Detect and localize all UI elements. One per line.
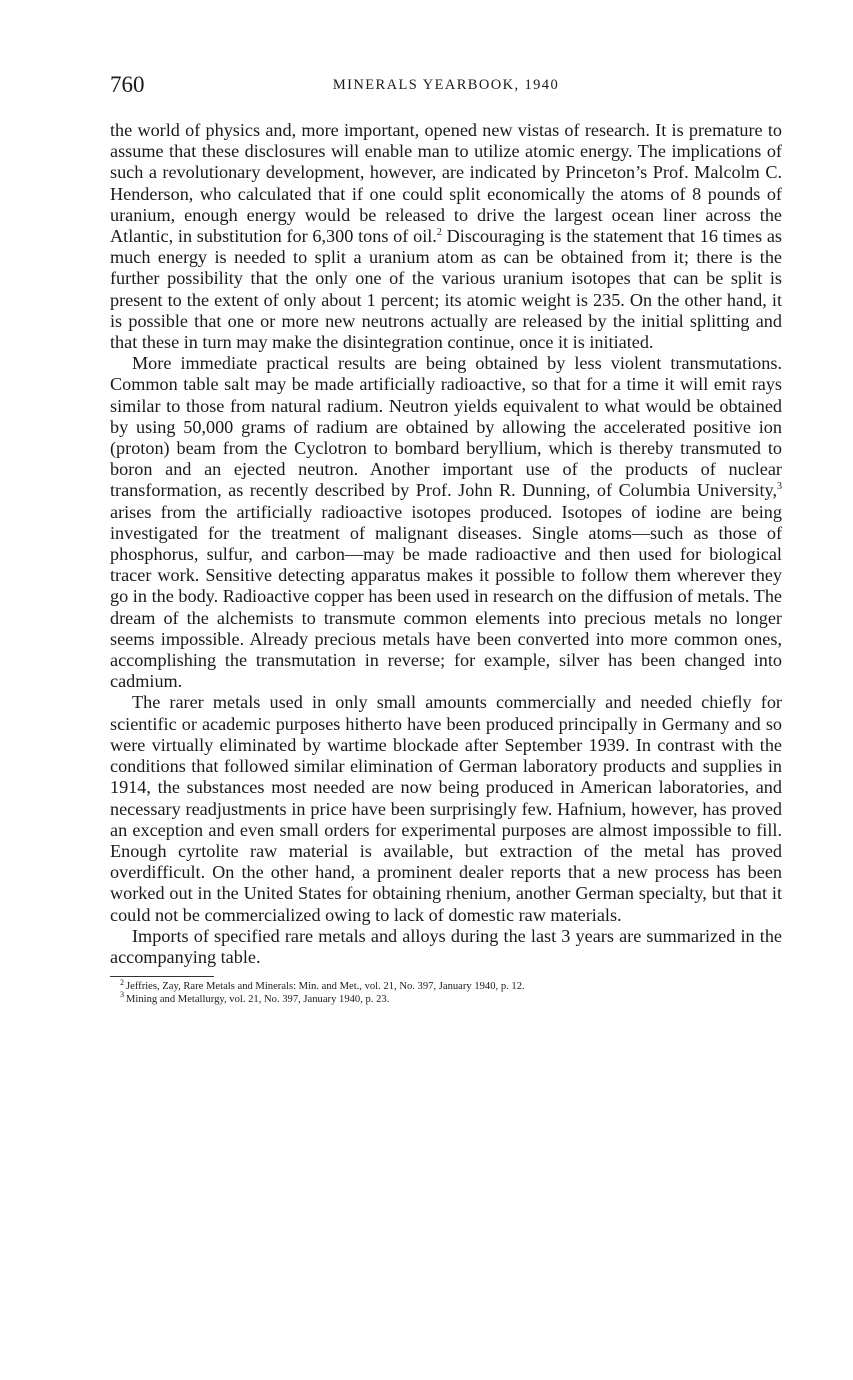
footnote-2: [120, 977, 782, 994]
paragraph-2-text-b: arises from the artificially radioactive isotopes produced. Isotopes of iodine are being investigated for the treatment of malignant diseases. Single atoms—such as those of phosphorus, sulfur, and carbon—may be made radioactive and then used for biological tracer work. Sensitive detecting apparatus makes it possible to follow them wherever they go in the body. Radioactive copper has been used in research on the diffusion of metals. The dream of the alchemists to transmute common elements into precious metals no longer seems impossible. Already precious metals have been converted into more common ones, accomplishing the transmutation in reverse; for example, silver has been changed into cadmium.: [110, 501, 782, 692]
paragraph-1-text-a: the world of physics and, more important, opened new vistas of research. It is premature to assume that these disclosures will enable man to utilize atomic energy. The implications of such a revolutionary development, however, are indicated by Princeton’s Prof. Malcolm C. Henderson, who calculated that if one could split economically the atoms of 8 pounds of uranium, enough energy would be released to drive the largest ocean liner across the Atlantic, in substitution for 6,300 tons of oil.: [110, 120, 782, 247]
paragraph-2: [110, 353, 782, 692]
footnote-text: Jeffries, Zay, Rare Metals and Minerals: Min. and Met., vol. 21, No. 397, January 1940, p. 12.: [126, 981, 525, 993]
paragraph-3: The rarer metals used in only small amounts commercially and needed chiefly for scientific or academic purposes hitherto have been produced principally in Germany and so were virtually eliminated by wartime blockade after September 1939. In contrast with the conditions that followed similar elimination of German laboratory products and supplies in 1914, the substances most needed are now being produced in American laboratories, and necessary readjustments in price have been surprisingly few. Hafnium, however, has proved an exception and even small orders for experimental purposes are almost impossible to fill. Enough cyrtolite raw material is available, but extraction of the metal has proved overdifficult. On the other hand, a prominent dealer reports that a new process has been worked out in the United States for obtaining rhenium, another German specialty, but that it could not be commercialized owing to lack of domestic raw materials.: [110, 692, 782, 925]
footnote-ref-2: 2: [436, 226, 442, 238]
footnote-mark: 3: [120, 990, 124, 1000]
footnotes: [110, 977, 782, 1006]
footnote-ref-3: 3: [777, 481, 782, 493]
running-head: [110, 72, 782, 102]
page-number: 760: [110, 72, 145, 97]
footnote-3: [120, 990, 782, 1007]
footnote-text: Mining and Metallurgy, vol. 21, No. 397, January 1940, p. 23.: [126, 993, 390, 1005]
document-page: [110, 72, 782, 1006]
running-title: MINERALS YEARBOOK, 1940: [332, 77, 560, 93]
paragraph-1-text-b: Discouraging is the statement that 16 times as much energy is needed to split a uranium atom as can be obtained from it; there is the further possibility that the only one of the various uranium isotopes that can be split is present to the extent of only about 1 percent; its atomic weight is 235. On the other hand, it is possible that one or more new neutrons actually are released by the initial splitting and that these in turn may make the disintegration continue, once it is initiated.: [110, 226, 782, 353]
footnote-mark: 2: [120, 977, 124, 987]
paragraph-2-text-a: More immediate practical results are being obtained by less violent transmutations. Common table salt may be made artificially radioactive, so that for a time it will emit rays similar to those from natural radium. Neutron yields equivalent to what would be obtained by using 50,000 grams of radium are obtained by allowing the accelerated positive ion (proton) beam from the Cyclotron to bombard beryllium, which is thereby transmuted to boron and an ejected neutron. Another important use of the products of nuclear transformation, as recently described by Prof. John R. Dunning, of Columbia University,: [110, 353, 782, 501]
body-text: [110, 120, 782, 968]
paragraph-1: [110, 120, 782, 353]
footnote-divider: [110, 976, 214, 977]
paragraph-4: Imports of specified rare metals and alloys during the last 3 years are summarized in the accompanying table.: [110, 925, 782, 967]
